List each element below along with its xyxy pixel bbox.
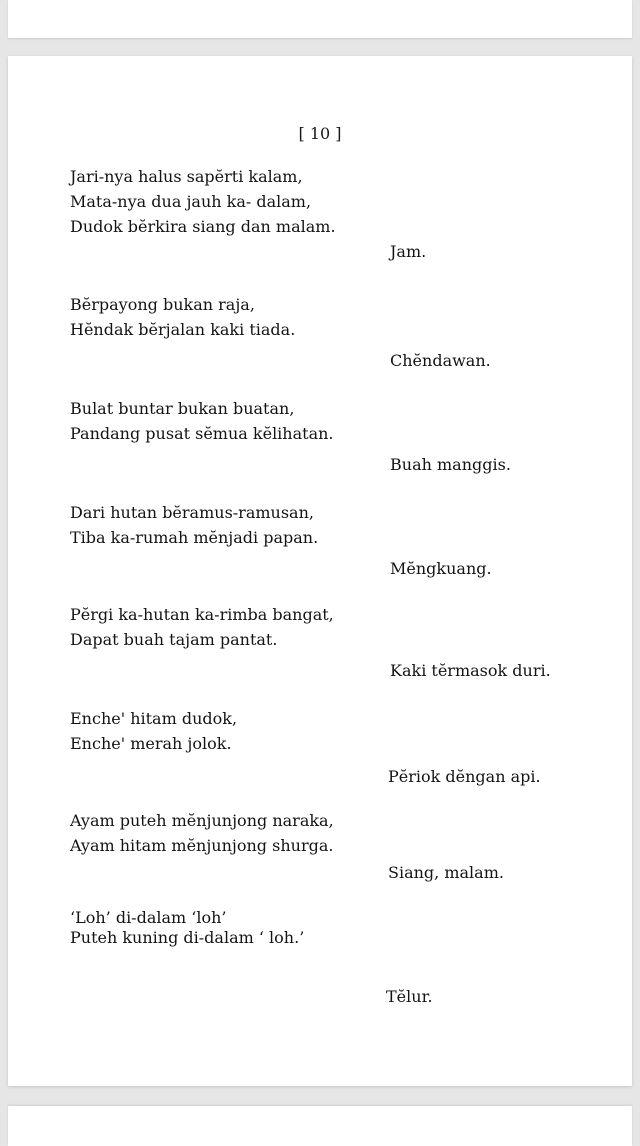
riddle-line: Mata-nya dua jauh ka- dalam, bbox=[70, 192, 312, 211]
riddle-line: Hĕndak bĕrjalan kaki tiada. bbox=[70, 320, 296, 339]
riddle-answer: Kaki tĕrmasok duri. bbox=[390, 661, 551, 680]
riddle-8 bbox=[70, 908, 610, 1009]
riddle-line: Pĕrgi ka-hutan ka-rimba bangat, bbox=[70, 605, 334, 624]
riddle-answer: Mĕngkuang. bbox=[390, 559, 492, 578]
riddle-line: Bulat buntar bukan buatan, bbox=[70, 399, 295, 418]
riddle-line: Puteh kuning di-dalam ‘ loh.’ bbox=[70, 928, 305, 947]
riddle-answer: Tĕlur. bbox=[386, 987, 433, 1006]
book-page bbox=[8, 56, 632, 1086]
riddle-line: Dudok bĕrkira siang dan malam. bbox=[70, 217, 336, 236]
riddle-answer: Chĕndawan. bbox=[390, 351, 491, 370]
riddle-line: Enche' merah jolok. bbox=[70, 734, 232, 753]
riddle-answer: Buah manggis. bbox=[390, 455, 511, 474]
riddle-1 bbox=[70, 164, 610, 264]
riddle-line: Enche' hitam dudok, bbox=[70, 709, 238, 728]
riddle-2 bbox=[70, 292, 610, 373]
previous-page-edge bbox=[8, 0, 632, 38]
riddle-line: Ayam puteh mĕnjunjong naraka, bbox=[70, 811, 334, 830]
riddle-line: Tiba ka-rumah mĕnjadi papan. bbox=[70, 528, 319, 547]
riddle-answer: Jam. bbox=[390, 242, 427, 261]
riddle-5 bbox=[70, 602, 610, 683]
riddle-line: Pandang pusat sĕmua kĕlihatan. bbox=[70, 424, 334, 443]
riddle-line: Dari hutan bĕramus-ramusan, bbox=[70, 503, 314, 522]
riddle-3 bbox=[70, 396, 610, 477]
riddle-7 bbox=[70, 808, 610, 885]
riddle-6 bbox=[70, 706, 610, 789]
riddle-line: Ayam hitam mĕnjunjong shurga. bbox=[70, 836, 334, 855]
next-page-edge bbox=[8, 1106, 632, 1146]
riddle-4 bbox=[70, 500, 610, 581]
riddle-line: Bĕrpayong bukan raja, bbox=[70, 295, 255, 314]
page-number: [ 10 ] bbox=[298, 124, 342, 143]
riddle-line: Jari-nya halus sapĕrti kalam, bbox=[70, 167, 303, 186]
riddle-answer: Siang, malam. bbox=[388, 863, 504, 882]
riddle-line: ‘Loh’ di-dalam ‘loh’ bbox=[70, 908, 227, 927]
riddle-line: Dapat buah tajam pantat. bbox=[70, 630, 278, 649]
riddle-answer: Pĕriok dĕngan api. bbox=[388, 767, 541, 786]
